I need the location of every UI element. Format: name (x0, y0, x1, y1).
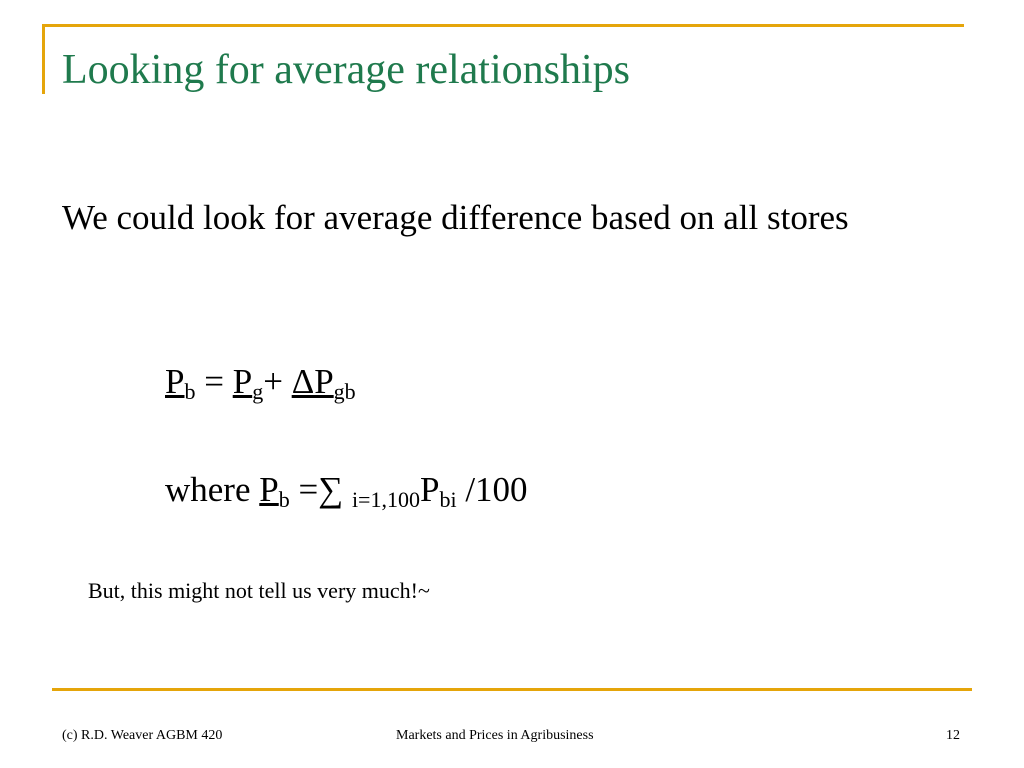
sum-index: i=1,100 (351, 487, 420, 512)
equals-sign: = (195, 362, 233, 401)
frame-top-rule (42, 24, 964, 27)
p-b-symbol: P (165, 362, 185, 401)
equation-average-difference (165, 362, 356, 405)
body-paragraph: We could look for average difference based on all stores (62, 198, 849, 237)
page-number: 12 (946, 728, 960, 743)
p-b-subscript: b (184, 379, 196, 404)
note-text: But, this might not tell us very much!~ (88, 578, 430, 603)
p-b-subscript: b (278, 487, 290, 512)
p-g-symbol: P (232, 362, 253, 401)
p-b-symbol: P (259, 470, 279, 509)
p-bi-subscript: bi (439, 487, 457, 512)
plus-sign: + (263, 362, 292, 401)
p-bi-symbol: P (419, 470, 440, 509)
where-label: where (165, 470, 260, 509)
p-g-subscript: g (252, 379, 264, 404)
divide-term: /100 (456, 470, 528, 509)
frame-left-rule (42, 24, 45, 94)
delta-p-symbol: ΔP (291, 362, 334, 401)
footer-course-title: Markets and Prices in Agribusiness (396, 728, 594, 743)
equals-sum-sign: =∑ (289, 470, 352, 509)
delta-p-group (291, 362, 356, 404)
equation-average-definition (165, 470, 528, 513)
slide-title: Looking for average relationships (62, 47, 630, 93)
footer-author: (c) R.D. Weaver AGBM 420 (62, 728, 223, 743)
footer-rule (52, 688, 972, 691)
delta-p-subscript: gb (333, 379, 356, 404)
